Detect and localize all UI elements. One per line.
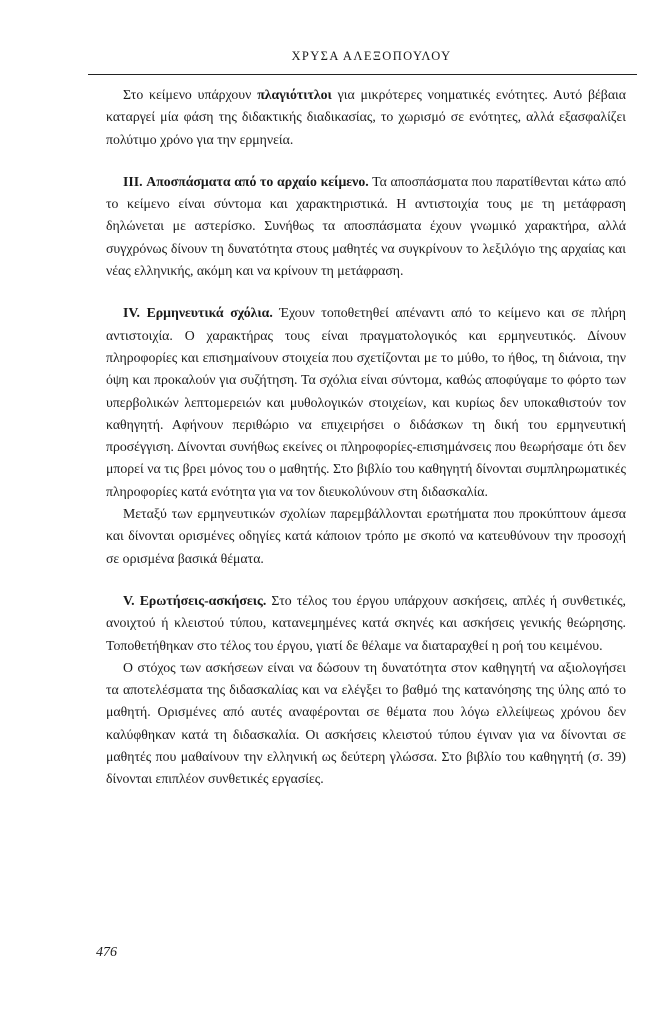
- paragraph-text: Στο κείμενο υπάρχουν: [123, 87, 258, 102]
- paragraph-commentary-questions: Μεταξύ των ερμηνευτικών σχολίων παρεμβάλλονται ερωτήματα που προκύπτουν άμεσα και δίνονται ορισμένες οδηγίες κατά κάποιον τρόπο με σκοπό να κατευθύνουν την προσοχή σε ορισμένα βασικά θέματα.: [106, 506, 626, 566]
- section-heading: IV. Ερμηνευτικά σχόλια.: [123, 305, 273, 321]
- paragraph-text: Έχουν τοποθετηθεί απέναντι από το κείμενο και σε πλήρη αντιστοιχία. Ο χαρακτήρας τους είναι πραγματολογικός και ερμηνευτικός. Δίνουν πληροφορίες και επισημαίνουν στοιχεία που σχετίζονται με το μύθο, το ήθος, τη διάνοια, την όψη και προκαλούν για συζήτηση. Τα σχόλια είναι σύντομα, καθώς αποφύγαμε το φόρτο των υπερβολικών λεπτομερειών και μυθολογικών στοιχείων, και κυρίως δεν υποκαθιστούν τον καθηγητή. Αφήνουν περιθώριο να επιχειρήσει ο διδάσκων τη δική του ερμηνευτική προσέγγιση. Δίνονται συνήθως εκείνες οι πληροφορίες-επισημάνσεις που θεωρήσαμε ότι δεν μπορεί να τις βρει μόνος του ο μαθητής. Στο βιβλίο του καθηγητή δίνονται συμπληρωματικές πληροφορίες κατά ενότητα για να τον διευκολύνουν στη διδασκαλία.: [106, 305, 627, 499]
- section-commentary: [106, 302, 626, 503]
- running-head: ΧΡΥΣΑ ΑΛΕΞΟΠΟΥΛΟΥ: [291, 49, 452, 63]
- paragraph-text: Στο τέλος του έργου υπάρχουν ασκήσεις, απλές ή συνθετικές, ανοιχτού ή κλειστού τύπου, κατανεμημένες κατά σκηνές και ασκήσεις γενικής θεώρησης. Τοποθετήθηκαν στο τέλος του έργου, γιατί δε θέλαμε να διαταραχθεί η ροή του κειμένου.: [106, 592, 626, 653]
- section-exercises: [106, 590, 626, 657]
- section-heading: V. Ερωτήσεις-ασκήσεις.: [123, 592, 267, 608]
- paragraph-text: Τα αποσπάσματα που παρατίθενται κάτω από το κείμενο είναι σύντομα και χαρακτηριστικά. Η αντιστοιχία τους με τη μετάφραση δηλώνεται με αστερίσκο. Συνήθως τα αποσπάσματα έχουν γνωμικό χαρακτήρα, αλλά συγχρόνως δίνουν τη δυνατότητα στους μαθητές να συγκρίνουν το λεξιλόγιο της αρχαίας και νέας ελληνικής, ακόμη και να κρίνουν τη μετάφραση.: [106, 173, 626, 279]
- body-text: [106, 84, 626, 791]
- paragraph-exercises-goal: Ο στόχος των ασκήσεων είναι να δώσουν τη δυνατότητα στον καθηγητή να αξιολογήσει τα αποτελέσματα της διδασκαλίας και να ελέγξει το βαθμό της κατανόησης της ύλης από το μαθητή. Ορισμένες από αυτές αναφέρονται σε θέματα που λόγω ελλείψεως χρόνου δεν καλύφθηκαν κατά τη διδασκαλία. Οι ασκήσεις κλειστού τύπου έγιναν για να δίνονται σε μαθητές που μαθαίνουν την ελληνική ως δεύτερη γλώσσα. Στο βιβλίο του καθηγητή (σ. 39) δίνονται επιπλέον συνθετικές εργασίες.: [106, 659, 626, 787]
- bold-term: πλαγιότιτλοι: [257, 87, 332, 102]
- page-number: 476: [96, 945, 117, 960]
- paragraph-subtitles: [106, 84, 626, 151]
- section-heading: III. Αποσπάσματα από το αρχαίο κείμενο.: [123, 173, 369, 189]
- paragraph-text: για μικρότερες νοηματικές ενότητες. Αυτό βέβαια καταργεί μία φάση της διδακτικής διαδικασίας, το χωρισμό σε ενότητες, αλλά εξασφαλίζει πολύτιμο χρόνο για την ερμηνεία.: [106, 87, 626, 147]
- section-excerpts: [106, 171, 626, 282]
- header-rule: [88, 74, 637, 75]
